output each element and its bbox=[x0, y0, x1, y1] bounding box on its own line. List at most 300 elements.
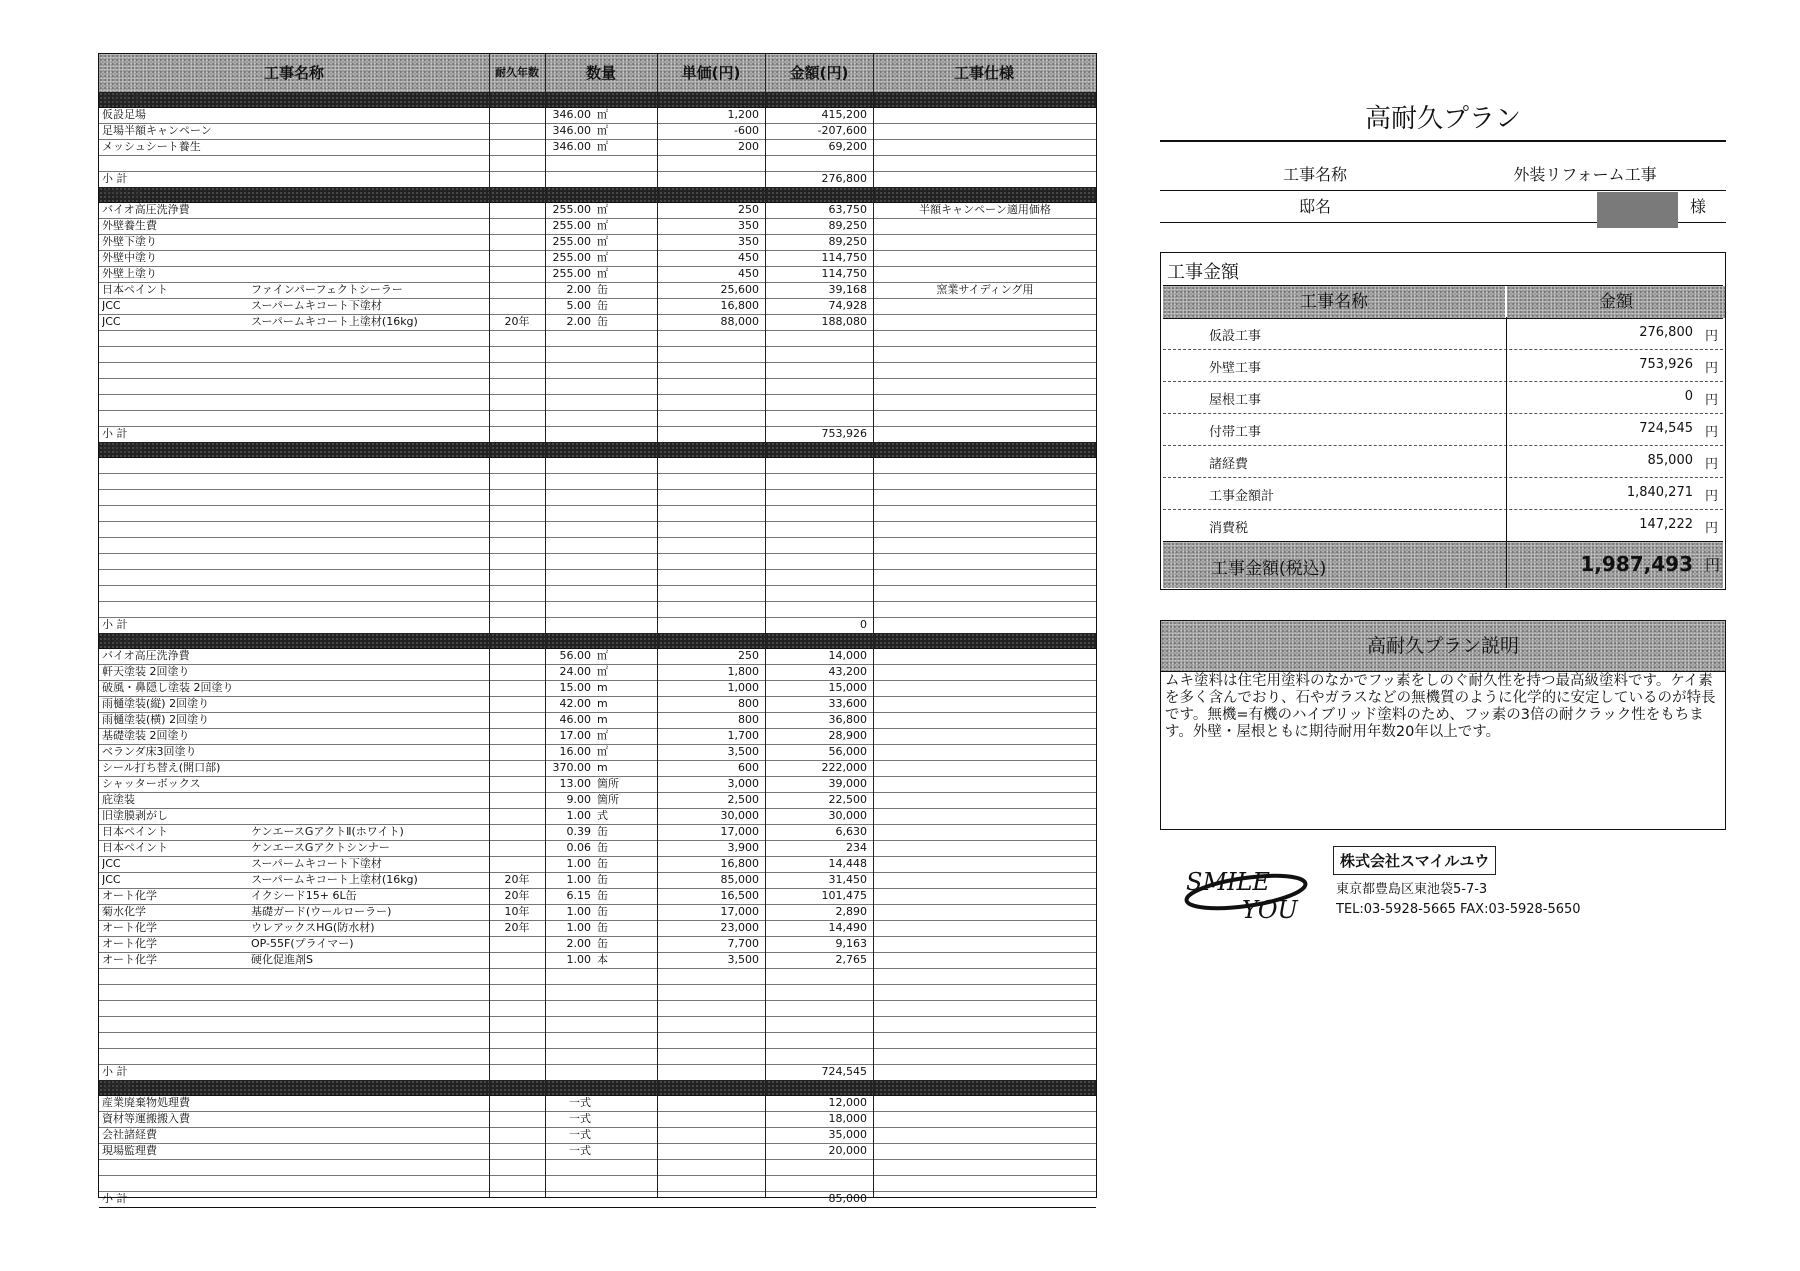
cell-name: 日本ペイント bbox=[102, 825, 168, 838]
table-row bbox=[99, 521, 1096, 538]
cell-name: 外壁下塗り bbox=[102, 235, 157, 248]
table-row bbox=[99, 744, 1096, 761]
cell-amount: 39,168 bbox=[828, 283, 867, 296]
cell-amount bbox=[767, 473, 867, 489]
cell-name bbox=[102, 489, 252, 505]
cell-brand bbox=[251, 521, 487, 537]
summary-item-name: 付帯工事 bbox=[1209, 425, 1262, 440]
table-row bbox=[99, 968, 1096, 985]
cell-name bbox=[102, 537, 252, 553]
cell-brand bbox=[251, 410, 487, 426]
summary-table bbox=[1160, 252, 1726, 590]
cell-spec bbox=[875, 1032, 1095, 1048]
cell-price bbox=[659, 1048, 759, 1064]
summary-header-amount: 金額 bbox=[1507, 286, 1725, 318]
table-row bbox=[99, 266, 1096, 283]
table-row bbox=[99, 728, 1096, 745]
cell-name bbox=[102, 155, 252, 171]
cell-name: JCC bbox=[102, 873, 121, 886]
cell-name: 日本ペイント bbox=[102, 283, 168, 296]
cell-price: 800 bbox=[738, 697, 759, 710]
cell-qty: 9.00 bbox=[566, 793, 591, 806]
project-name-row bbox=[1160, 158, 1726, 191]
cell-brand: 硬化促進剤S bbox=[251, 953, 313, 966]
cell-price bbox=[659, 505, 759, 521]
cell-spec bbox=[875, 776, 1095, 792]
cell-qty: 17.00 bbox=[559, 729, 591, 742]
cell-name bbox=[102, 1016, 252, 1032]
project-value: 外装リフォーム工事 bbox=[1513, 165, 1657, 184]
cell-name: 足場半額キャンペーン bbox=[102, 124, 212, 137]
cell-qty: 0.39 bbox=[566, 825, 591, 838]
table-row bbox=[99, 856, 1096, 873]
cell-unit: 缶 bbox=[597, 299, 608, 312]
cell-years bbox=[491, 107, 543, 123]
table-row bbox=[99, 282, 1096, 299]
cell-price: 16,800 bbox=[720, 299, 759, 312]
total-yen: 円 bbox=[1705, 556, 1721, 574]
cell-years bbox=[491, 776, 543, 792]
cell-amount: 415,200 bbox=[821, 108, 867, 121]
cell-unit: ㎡ bbox=[597, 124, 608, 137]
summary-row bbox=[1163, 509, 1723, 542]
cell-spec bbox=[875, 888, 1095, 904]
cell-unit: ㎡ bbox=[597, 235, 608, 248]
cell-years bbox=[491, 728, 543, 744]
cell-qty: 2.00 bbox=[566, 315, 591, 328]
cell-years bbox=[491, 505, 543, 521]
summary-item-amount: 276,800 bbox=[1639, 325, 1693, 340]
cell-amount: 234 bbox=[846, 841, 867, 854]
cell-price: 250 bbox=[738, 649, 759, 662]
cell-price: 450 bbox=[738, 267, 759, 280]
subtotal-row bbox=[99, 171, 1096, 188]
cell-years bbox=[491, 1175, 543, 1191]
cell-brand bbox=[251, 473, 487, 489]
cell-years bbox=[491, 202, 543, 218]
cell-years bbox=[491, 155, 543, 171]
header-name: 工事名称 bbox=[263, 64, 324, 82]
cell-amount: 30,000 bbox=[828, 809, 867, 822]
table-row bbox=[99, 872, 1096, 889]
table-row bbox=[99, 553, 1096, 570]
cell-years bbox=[491, 250, 543, 266]
cell-brand bbox=[251, 696, 487, 712]
cell-price bbox=[659, 553, 759, 569]
cell-brand bbox=[251, 1111, 487, 1127]
cell-qty: 1.00 bbox=[566, 857, 591, 870]
cell-years bbox=[491, 234, 543, 250]
cell-qty: 42.00 bbox=[559, 697, 591, 710]
cell-spec bbox=[875, 856, 1095, 872]
cell-brand bbox=[251, 1032, 487, 1048]
company-phone-fax: TEL:03-5928-5665 FAX:03-5928-5650 bbox=[1336, 902, 1581, 917]
table-row bbox=[99, 298, 1096, 315]
cell-unit bbox=[597, 569, 653, 585]
cell-amount bbox=[767, 346, 867, 362]
cell-amount bbox=[767, 1016, 867, 1032]
cell-brand bbox=[251, 346, 487, 362]
cell-name: JCC bbox=[102, 857, 121, 870]
cell-years bbox=[491, 489, 543, 505]
table-row bbox=[99, 760, 1096, 777]
cell-price bbox=[659, 601, 759, 617]
cell-amount bbox=[767, 1175, 867, 1191]
cell-name: シャッターボックス bbox=[102, 777, 201, 790]
cell-unit bbox=[597, 457, 653, 473]
table-row bbox=[99, 792, 1096, 809]
cell-brand: OP-55F(プライマー) bbox=[251, 937, 354, 950]
total-label: 工事金額(税込) bbox=[1211, 559, 1327, 579]
cell-amount: 56,000 bbox=[828, 745, 867, 758]
cell-spec bbox=[875, 553, 1095, 569]
cell-name bbox=[102, 521, 252, 537]
cell-price: 250 bbox=[738, 203, 759, 216]
cell-qty bbox=[547, 1016, 591, 1032]
cell-name: 雨樋塗装(横) 2回塗り bbox=[102, 713, 210, 726]
cell-unit: 缶 bbox=[597, 937, 608, 950]
cell-amount: 2,765 bbox=[835, 953, 867, 966]
cell-amount: 89,250 bbox=[828, 219, 867, 232]
cell-spec bbox=[875, 266, 1095, 282]
cell-brand: ファインパーフェクトシーラー bbox=[251, 283, 403, 296]
cell-unit bbox=[597, 394, 653, 410]
cell-years bbox=[491, 218, 543, 234]
cell-name bbox=[102, 1175, 252, 1191]
table-row bbox=[99, 808, 1096, 825]
logo-text-smile: SMILE bbox=[1186, 868, 1270, 896]
cell-amount: 14,490 bbox=[828, 921, 867, 934]
cell-brand bbox=[251, 760, 487, 776]
cell-name bbox=[102, 585, 252, 601]
cell-price bbox=[659, 1127, 759, 1143]
cell-price: 2,500 bbox=[727, 793, 759, 806]
cell-unit: ㎡ bbox=[597, 219, 608, 232]
cell-price: 30,000 bbox=[720, 809, 759, 822]
subtotal-label: 小 計 bbox=[102, 618, 128, 631]
cell-amount: 36,800 bbox=[828, 713, 867, 726]
section-title: 諸経費 bbox=[102, 1082, 132, 1093]
cell-spec bbox=[875, 569, 1095, 585]
cell-brand bbox=[251, 1159, 487, 1175]
cell-brand bbox=[251, 968, 487, 984]
section-header-bar bbox=[99, 187, 1096, 203]
cell-name: オート化学 bbox=[102, 889, 157, 902]
summary-total-row bbox=[1163, 541, 1723, 588]
cell-qty bbox=[547, 410, 591, 426]
cell-unit: ㎡ bbox=[597, 745, 608, 758]
cell-price bbox=[659, 1032, 759, 1048]
cell-unit bbox=[597, 1095, 653, 1111]
cell-name: ベランダ床3回塗り bbox=[102, 745, 197, 758]
cell-price: 1,700 bbox=[727, 729, 759, 742]
cell-years bbox=[491, 1127, 543, 1143]
cell-spec bbox=[875, 250, 1095, 266]
cell-years bbox=[491, 744, 543, 760]
cell-amount: 33,600 bbox=[828, 697, 867, 710]
cell-unit: 缶 bbox=[597, 857, 608, 870]
summary-item-amount: 724,545 bbox=[1639, 421, 1693, 436]
cell-years bbox=[491, 1143, 543, 1159]
cell-years: 10年 bbox=[504, 905, 530, 918]
table-row bbox=[99, 680, 1096, 697]
cell-qty: 370.00 bbox=[552, 761, 591, 774]
cell-spec bbox=[875, 362, 1095, 378]
cell-qty: 255.00 bbox=[552, 251, 591, 264]
cell-amount bbox=[767, 569, 867, 585]
cell-name: 会社諸経費 bbox=[102, 1128, 157, 1141]
cell-name bbox=[102, 330, 252, 346]
cell-unit bbox=[597, 553, 653, 569]
cell-amount bbox=[767, 505, 867, 521]
cell-spec bbox=[875, 1000, 1095, 1016]
smile-you-logo bbox=[1180, 858, 1310, 928]
estimate-table bbox=[98, 53, 1097, 1205]
cell-spec bbox=[875, 346, 1095, 362]
summary-item-amount: 1,840,271 bbox=[1626, 485, 1693, 500]
cell-amount bbox=[767, 410, 867, 426]
cell-years bbox=[491, 473, 543, 489]
cell-spec bbox=[875, 904, 1095, 920]
cell-spec bbox=[875, 696, 1095, 712]
cell-brand bbox=[251, 266, 487, 282]
cell-years bbox=[491, 553, 543, 569]
cell-brand bbox=[251, 585, 487, 601]
table-row bbox=[99, 505, 1096, 522]
cell-qty: 一式 bbox=[569, 1144, 591, 1157]
cell-brand bbox=[251, 457, 487, 473]
cell-price bbox=[659, 1111, 759, 1127]
cell-unit bbox=[597, 984, 653, 1000]
cell-years bbox=[491, 585, 543, 601]
plan-title-rule bbox=[1160, 140, 1726, 142]
cell-spec bbox=[875, 521, 1095, 537]
table-row bbox=[99, 378, 1096, 395]
cell-name: 軒天塗装 2回塗り bbox=[102, 665, 190, 678]
cell-brand bbox=[251, 728, 487, 744]
cell-unit: 缶 bbox=[597, 283, 608, 296]
plan-explanation bbox=[1160, 620, 1726, 830]
cell-name bbox=[102, 505, 252, 521]
cell-amount: 114,750 bbox=[821, 251, 867, 264]
cell-brand bbox=[251, 139, 487, 155]
cell-qty: 346.00 bbox=[552, 124, 591, 137]
cell-qty: 24.00 bbox=[559, 665, 591, 678]
cell-amount bbox=[767, 601, 867, 617]
subtotal-row bbox=[99, 617, 1096, 634]
cell-amount: -207,600 bbox=[817, 124, 867, 137]
cell-name: 外壁上塗り bbox=[102, 267, 157, 280]
subtotal-row bbox=[99, 426, 1096, 443]
cell-unit bbox=[597, 521, 653, 537]
summary-item-yen: 円 bbox=[1705, 393, 1719, 408]
cell-spec bbox=[875, 1127, 1095, 1143]
cell-spec bbox=[875, 920, 1095, 936]
summary-row bbox=[1163, 317, 1723, 350]
company-address: 東京都豊島区東池袋5-7-3 bbox=[1336, 882, 1488, 897]
cell-qty bbox=[547, 394, 591, 410]
cell-spec bbox=[875, 680, 1095, 696]
cell-spec bbox=[875, 155, 1095, 171]
cell-amount bbox=[767, 155, 867, 171]
cell-brand bbox=[251, 1016, 487, 1032]
cell-price: 1,000 bbox=[727, 681, 759, 694]
cell-amount: 222,000 bbox=[821, 761, 867, 774]
cell-spec bbox=[875, 601, 1095, 617]
cell-name: 旧塗膜剥がし bbox=[102, 809, 168, 822]
cell-years bbox=[491, 824, 543, 840]
cell-spec bbox=[875, 664, 1095, 680]
cell-qty: 15.00 bbox=[559, 681, 591, 694]
cell-name bbox=[102, 569, 252, 585]
cell-amount bbox=[767, 984, 867, 1000]
cell-qty bbox=[547, 537, 591, 553]
cell-years bbox=[491, 968, 543, 984]
cell-brand: スーパームキコート下塗材 bbox=[251, 299, 382, 312]
cell-name: オート化学 bbox=[102, 937, 157, 950]
cell-amount: 89,250 bbox=[828, 235, 867, 248]
cell-qty bbox=[547, 585, 591, 601]
cell-spec bbox=[875, 1143, 1095, 1159]
cell-price bbox=[659, 457, 759, 473]
section-header-bar bbox=[99, 633, 1096, 649]
cell-spec bbox=[875, 218, 1095, 234]
cell-price: 3,000 bbox=[727, 777, 759, 790]
cell-name: JCC bbox=[102, 299, 121, 312]
summary-item-name: 外壁工事 bbox=[1209, 361, 1262, 376]
cell-price: 16,800 bbox=[720, 857, 759, 870]
summary-item-name: 屋根工事 bbox=[1209, 393, 1262, 408]
cell-price bbox=[659, 1159, 759, 1175]
subtotal-label: 小 計 bbox=[102, 1192, 128, 1205]
cell-name: バイオ高圧洗浄費 bbox=[102, 649, 190, 662]
cell-spec bbox=[875, 712, 1095, 728]
cell-years bbox=[491, 840, 543, 856]
cell-unit: 缶 bbox=[597, 889, 608, 902]
cell-spec bbox=[875, 1048, 1095, 1064]
table-row bbox=[99, 1048, 1096, 1065]
subtotal-amount: 276,800 bbox=[821, 172, 867, 185]
cell-qty: 46.00 bbox=[559, 713, 591, 726]
cell-amount: 15,000 bbox=[828, 681, 867, 694]
subtotal-label: 小 計 bbox=[102, 1065, 128, 1078]
cell-brand bbox=[251, 489, 487, 505]
cell-qty: 6.15 bbox=[566, 889, 591, 902]
cell-name: 基礎塗装 2回塗り bbox=[102, 729, 190, 742]
cell-years bbox=[491, 521, 543, 537]
cell-name: 外壁養生費 bbox=[102, 219, 157, 232]
cell-amount bbox=[767, 330, 867, 346]
cell-years bbox=[491, 266, 543, 282]
cell-years: 20年 bbox=[504, 921, 530, 934]
cell-amount bbox=[767, 1000, 867, 1016]
logo-text-you: YOU bbox=[1242, 896, 1298, 924]
total-amount: 1,987,493 bbox=[1580, 552, 1693, 576]
cell-unit bbox=[597, 1000, 653, 1016]
cell-amount bbox=[767, 378, 867, 394]
cell-name: シール打ち替え(開口部) bbox=[102, 761, 221, 774]
cell-price bbox=[659, 410, 759, 426]
cell-qty bbox=[547, 155, 591, 171]
cell-unit bbox=[597, 362, 653, 378]
cell-spec bbox=[875, 1016, 1095, 1032]
table-row bbox=[99, 664, 1096, 681]
cell-price bbox=[659, 1175, 759, 1191]
cell-spec bbox=[875, 872, 1095, 888]
cell-spec bbox=[875, 378, 1095, 394]
cell-spec bbox=[875, 728, 1095, 744]
cell-price: 25,600 bbox=[720, 283, 759, 296]
table-row bbox=[99, 936, 1096, 953]
cell-spec bbox=[875, 984, 1095, 1000]
cell-unit: m bbox=[597, 697, 608, 710]
cell-years bbox=[491, 601, 543, 617]
cell-spec bbox=[875, 808, 1095, 824]
cell-unit bbox=[597, 410, 653, 426]
cell-spec bbox=[875, 505, 1095, 521]
cell-qty: 255.00 bbox=[552, 235, 591, 248]
cell-unit: 本 bbox=[597, 953, 608, 966]
cell-brand bbox=[251, 394, 487, 410]
section-title: 外壁工事 bbox=[102, 189, 142, 200]
cell-years: 20年 bbox=[504, 873, 530, 886]
summary-item-yen: 円 bbox=[1705, 521, 1719, 536]
cell-years bbox=[491, 569, 543, 585]
cell-amount: 35,000 bbox=[828, 1128, 867, 1141]
cell-brand: ケンエースGアクトⅡ(ホワイト) bbox=[251, 825, 404, 838]
cell-name bbox=[102, 968, 252, 984]
cell-name bbox=[102, 346, 252, 362]
cell-qty bbox=[547, 346, 591, 362]
cell-unit bbox=[597, 1143, 653, 1159]
cell-brand bbox=[251, 250, 487, 266]
cell-unit: ㎡ bbox=[597, 729, 608, 742]
cell-years bbox=[491, 664, 543, 680]
cell-amount: 12,000 bbox=[828, 1096, 867, 1109]
cell-price: 23,000 bbox=[720, 921, 759, 934]
cell-years bbox=[491, 1159, 543, 1175]
cell-qty bbox=[547, 457, 591, 473]
table-row bbox=[99, 1143, 1096, 1160]
cell-brand bbox=[251, 553, 487, 569]
cell-qty: 一式 bbox=[569, 1128, 591, 1141]
cell-unit bbox=[597, 1016, 653, 1032]
section-header-bar bbox=[99, 442, 1096, 458]
table-row bbox=[99, 155, 1096, 172]
table-row bbox=[99, 776, 1096, 793]
cell-brand: スーパームキコート上塗材(16kg) bbox=[251, 315, 418, 328]
cell-spec bbox=[875, 1159, 1095, 1175]
cell-amount: 22,500 bbox=[828, 793, 867, 806]
cell-qty bbox=[547, 1159, 591, 1175]
cell-spec bbox=[875, 824, 1095, 840]
cell-name: 日本ペイント bbox=[102, 841, 168, 854]
cell-brand bbox=[251, 680, 487, 696]
cell-years bbox=[491, 378, 543, 394]
cell-qty: 5.00 bbox=[566, 299, 591, 312]
header-amount: 金額(円) bbox=[789, 64, 849, 82]
cell-brand bbox=[251, 202, 487, 218]
cell-qty bbox=[547, 330, 591, 346]
cell-price: 3,500 bbox=[727, 745, 759, 758]
cell-price: 17,000 bbox=[720, 905, 759, 918]
table-row bbox=[99, 569, 1096, 586]
cell-unit bbox=[597, 601, 653, 617]
cell-price bbox=[659, 1143, 759, 1159]
table-row bbox=[99, 712, 1096, 729]
table-row bbox=[99, 1175, 1096, 1192]
cell-name bbox=[102, 1159, 252, 1175]
